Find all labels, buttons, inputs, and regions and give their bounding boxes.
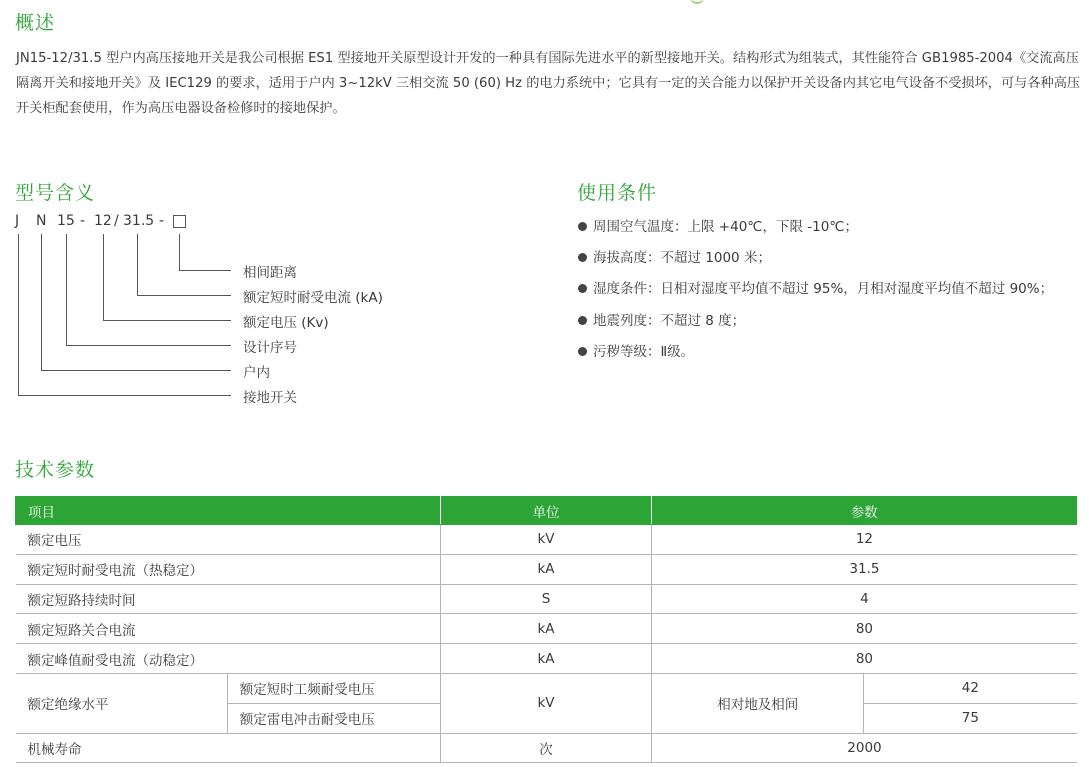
- leader-v-6: [18, 234, 19, 395]
- leader-v-5: [41, 234, 42, 370]
- model-label-design-serial: 设计序号: [243, 340, 297, 356]
- table-header-row: [16, 497, 1077, 525]
- leader-v-1: [179, 234, 180, 270]
- header-value: 参数: [652, 497, 1077, 525]
- overview-title: 概述: [15, 12, 56, 34]
- leader-v-4: [66, 234, 67, 345]
- table-row: 机械寿命 次 2000: [16, 733, 1077, 763]
- condition-item: 湿度条件：日相对湿度平均值不超过 95%，月相对湿度平均值不超过 90%；: [578, 274, 1053, 305]
- conditions-list: [578, 212, 1053, 368]
- code-n: N: [36, 213, 47, 229]
- header-unit: 单位: [440, 497, 652, 525]
- code-15: 15: [57, 213, 75, 229]
- leader-v-3: [103, 234, 104, 320]
- bullet-icon: [578, 222, 587, 231]
- table-row-insulation: 额定绝缘水平 额定短时工频耐受电压 kV 相对地及相间 42: [16, 673, 1077, 703]
- model-label-phase-distance: 相间距离: [243, 265, 297, 281]
- code-12: 12: [94, 213, 112, 229]
- model-label-short-time-current: 额定短时耐受电流 (kA): [243, 290, 383, 306]
- table-row: 额定峰值耐受电流（动稳定） kA 80: [16, 644, 1077, 674]
- bullet-icon: [578, 347, 587, 356]
- condition-item: 污秽等级：Ⅱ级。: [578, 337, 1053, 368]
- leader-h-4: [66, 345, 231, 346]
- condition-item: 海拔高度：不超过 1000 米；: [578, 243, 1053, 274]
- leader-h-3: [103, 320, 231, 321]
- code-placeholder-box: [173, 215, 186, 231]
- table-row: 额定短路持续时间 S 4: [16, 584, 1077, 614]
- model-label-rated-voltage: 额定电压 (Kv): [243, 315, 329, 331]
- code-dash-2: -: [159, 213, 165, 229]
- table-row: 额定短路关合电流 kA 80: [16, 614, 1077, 644]
- leader-h-6: [18, 395, 231, 396]
- model-label-earthing-switch: 接地开关: [243, 390, 297, 406]
- table-row: 额定短时耐受电流（热稳定） kA 31.5: [16, 554, 1077, 584]
- conditions-title: 使用条件: [577, 182, 658, 204]
- bullet-icon: [578, 253, 587, 262]
- leader-v-2: [137, 234, 138, 295]
- leader-h-2: [137, 295, 231, 296]
- params-title: 技术参数: [15, 459, 96, 481]
- leader-h-5: [41, 370, 231, 371]
- code-slash: /: [114, 213, 119, 229]
- header-item: 项目: [16, 497, 441, 525]
- model-label-indoor: 户内: [243, 365, 270, 381]
- condition-item: 地震列度：不超过 8 度；: [578, 306, 1053, 337]
- code-dash-1: -: [80, 213, 86, 229]
- code-31-5: 31.5: [123, 213, 155, 229]
- bullet-icon: [578, 316, 587, 325]
- overview-text: JN15-12/31.5 型户内高压接地开关是我公司根据 ES1 型接地开关原型设计开发的一种具有国际先进水平的新型接地开关。结构形式为组装式，其性能符合 GB1985-2004《交流高压隔离开关和接地开关》及 IEC129 的要求，适用于户内 3~12kV 三相交流 50 (60) Hz 的电力系统中；它具有一定的关合能力以保护开关设备内其它电气设备不受损坏，可与各种高压开关柜配套使用，作为高压电器设备检修时的接地保护。: [16, 51, 1081, 116]
- bullet-icon: [578, 284, 587, 293]
- model-title: 型号含义: [15, 182, 96, 204]
- table-row-insulation-2: 额定雷电冲击耐受电压 75: [16, 703, 1077, 733]
- condition-item: 周围空气温度：上限 +40℃，下限 -10℃；: [578, 212, 1053, 243]
- table-row: 额定电压 kV 12: [16, 525, 1077, 555]
- code-j: J: [15, 213, 20, 229]
- params-table: [15, 496, 1077, 763]
- leader-h-1: [179, 270, 231, 271]
- decorative-curve: [690, 0, 704, 4]
